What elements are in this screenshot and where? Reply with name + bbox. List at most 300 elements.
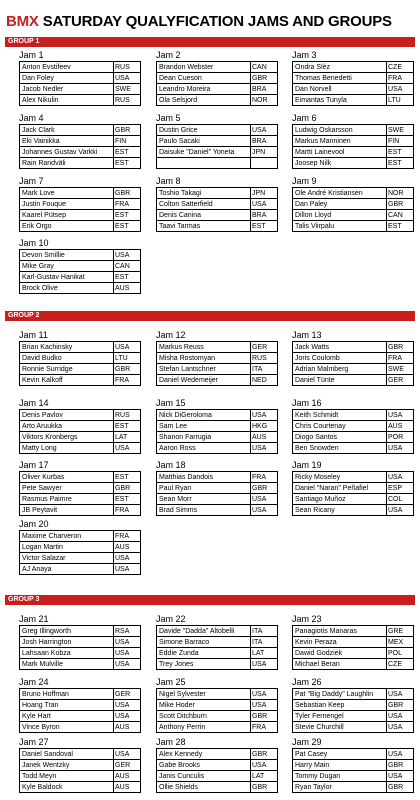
rider-name: Mike Hoder (157, 700, 251, 711)
rider-country: AUS (114, 542, 141, 553)
rider-country: EST (387, 147, 414, 158)
rider-name: Nick DiGeroloma (157, 410, 251, 421)
rider-name: Eddie Zunda (157, 648, 251, 659)
jam-title: Jam 26 (292, 677, 322, 687)
rider-name: Gabe Brooks (157, 760, 251, 771)
jam-block (19, 176, 140, 232)
rider-country: LAT (251, 771, 278, 782)
rider-country: BRA (251, 84, 278, 95)
rider-country: GER (251, 342, 278, 353)
rider-country: CAN (387, 210, 414, 221)
jam-title: Jam 29 (292, 737, 322, 747)
rider-name: Joris Coulomb (293, 353, 387, 364)
rider-country: POR (387, 432, 414, 443)
rider-name: Sebastian Keep (293, 700, 387, 711)
rider-name: Colton Satterfield (157, 199, 251, 210)
rider-country: GBR (251, 73, 278, 84)
rider-name: Anthony Perrin (157, 722, 251, 733)
rider-row (157, 494, 278, 505)
rider-name: Ludwig Oskarsson (293, 125, 387, 136)
rider-row (157, 125, 278, 136)
jam-title: Jam 7 (19, 176, 44, 186)
jam-block (156, 330, 277, 386)
rider-country: USA (387, 689, 414, 700)
rider-table (156, 748, 278, 793)
rider-name: Brandon Webster (157, 62, 251, 73)
rider-country: EST (114, 210, 141, 221)
jam-block (156, 677, 277, 733)
jam-title: Jam 28 (156, 737, 186, 747)
rider-row (293, 689, 414, 700)
jam-title: Jam 27 (19, 737, 49, 747)
rider-row (20, 125, 141, 136)
jam-title: Jam 11 (19, 330, 48, 340)
rider-row (157, 188, 278, 199)
jam-block (156, 398, 277, 454)
rider-name: Ricky Moseley (293, 472, 387, 483)
jam-title: Jam 13 (292, 330, 322, 340)
rider-name: Denis Canina (157, 210, 251, 221)
rider-row (157, 637, 278, 648)
rider-name: Stevie Churchill (293, 722, 387, 733)
rider-row (20, 542, 141, 553)
rider-country: USA (251, 689, 278, 700)
rider-row (293, 221, 414, 232)
rider-name: Kevin Peraza (293, 637, 387, 648)
rider-name: Lahsaan Kobza (20, 648, 114, 659)
rider-country: RSA (114, 626, 141, 637)
rider-row (157, 432, 278, 443)
rider-name: Martti Lainevool (293, 147, 387, 158)
rider-table (292, 409, 414, 454)
rider-country: USA (251, 494, 278, 505)
rider-name: Chris Courtenay (293, 421, 387, 432)
rider-row (20, 364, 141, 375)
rider-row (20, 553, 141, 564)
rider-row (20, 722, 141, 733)
rider-country: EST (114, 272, 141, 283)
rider-row (20, 564, 141, 575)
rider-table (156, 61, 278, 106)
rider-country: USA (114, 700, 141, 711)
rider-name: Jacob Nedler (20, 84, 114, 95)
rider-country: ITA (251, 364, 278, 375)
rider-table (19, 409, 141, 454)
rider-country: GBR (387, 782, 414, 793)
rider-row (20, 342, 141, 353)
rider-country: FRA (114, 531, 141, 542)
rider-name: Arto Aruukka (20, 421, 114, 432)
jam-block (292, 460, 413, 516)
rider-row (157, 221, 278, 232)
rider-country: GER (387, 375, 414, 386)
rider-country: CAN (251, 62, 278, 73)
jam-title: Jam 23 (292, 614, 322, 624)
rider-country: USA (114, 443, 141, 454)
rider-row (20, 760, 141, 771)
rider-country: GER (114, 760, 141, 771)
jam-block (292, 677, 413, 733)
rider-row (20, 136, 141, 147)
rider-country: FIN (387, 136, 414, 147)
group-header (5, 595, 415, 605)
rider-row (293, 410, 414, 421)
rider-country: LTU (114, 353, 141, 364)
rider-country: FRA (114, 199, 141, 210)
rider-row (157, 147, 278, 158)
rider-name: Paulo Sacaki (157, 136, 251, 147)
rider-name: Kaarel Pütsep (20, 210, 114, 221)
rider-name: Daniel Wedemeijer (157, 375, 251, 386)
rider-name: Nigel Sylvester (157, 689, 251, 700)
rider-table (156, 341, 278, 386)
rider-country: USA (387, 722, 414, 733)
rider-name: Sean Ricany (293, 505, 387, 516)
rider-row (20, 84, 141, 95)
rider-name: Thomas Benedetti (293, 73, 387, 84)
rider-name: Viktors Kronbergs (20, 432, 114, 443)
rider-row (293, 62, 414, 73)
rider-row (20, 147, 141, 158)
rider-row (157, 421, 278, 432)
rider-row (20, 95, 141, 106)
rider-row (157, 84, 278, 95)
rider-row (20, 158, 141, 169)
rider-name: Brian Kachinsky (20, 342, 114, 353)
rider-row (157, 782, 278, 793)
rider-name: Matty Long (20, 443, 114, 454)
rider-table (156, 124, 278, 169)
rider-name: Vince Byron (20, 722, 114, 733)
rider-row (20, 188, 141, 199)
rider-name: Ondra Sléz (293, 62, 387, 73)
rider-row (20, 62, 141, 73)
rider-row (157, 375, 278, 386)
rider-country: ITA (251, 637, 278, 648)
rider-country: GBR (251, 483, 278, 494)
rider-row (157, 353, 278, 364)
rider-country: USA (251, 443, 278, 454)
rider-country: USA (387, 84, 414, 95)
rider-name: Mike Gray (20, 261, 114, 272)
rider-row (20, 782, 141, 793)
rider-name: Erik Orgo (20, 221, 114, 232)
rider-name: Maxime Charveron (20, 531, 114, 542)
jam-block (19, 614, 140, 670)
rider-name: Johannes Gustav Varkki (20, 147, 114, 158)
rider-name: Daniel Tünte (293, 375, 387, 386)
rider-row (293, 771, 414, 782)
rider-country: CAN (114, 261, 141, 272)
rider-country: USA (251, 700, 278, 711)
rider-row (157, 648, 278, 659)
jam-title: Jam 22 (156, 614, 186, 624)
rider-country (251, 158, 278, 169)
rider-name: Ronnie Surridge (20, 364, 114, 375)
rider-name: Oliver Kurbas (20, 472, 114, 483)
rider-name: Eki Vainikka (20, 136, 114, 147)
rider-country: USA (251, 505, 278, 516)
rider-row (20, 648, 141, 659)
rider-table (292, 471, 414, 516)
rider-name: Talis Viirpalu (293, 221, 387, 232)
rider-name: Diogo Santos (293, 432, 387, 443)
rider-table (19, 124, 141, 169)
rider-name: Paul Ryan (157, 483, 251, 494)
rider-row (20, 221, 141, 232)
rider-country: EST (114, 221, 141, 232)
rider-name: Sam Lee (157, 421, 251, 432)
rider-name: Santiago Muñoz (293, 494, 387, 505)
rider-country: USA (251, 760, 278, 771)
jam-title: Jam 14 (19, 398, 49, 408)
rider-country: EST (114, 147, 141, 158)
jam-title: Jam 10 (19, 238, 49, 248)
jam-title: Jam 12 (156, 330, 186, 340)
group-label: GROUP 2 (8, 312, 40, 319)
rider-name: Joosep Nilk (293, 158, 387, 169)
rider-table (19, 471, 141, 516)
jam-block (292, 50, 413, 106)
rider-name: Tommy Dugan (293, 771, 387, 782)
rider-country: FIN (114, 136, 141, 147)
rider-table (19, 61, 141, 106)
jam-title: Jam 6 (292, 113, 317, 123)
rider-country: USA (114, 659, 141, 670)
rider-country: JPN (251, 188, 278, 199)
group-header (5, 311, 415, 321)
rider-row (157, 199, 278, 210)
rider-name: Trey Jones (157, 659, 251, 670)
rider-row (20, 199, 141, 210)
rider-country: USA (114, 637, 141, 648)
rider-name: Kyle Hart (20, 711, 114, 722)
rider-row (293, 505, 414, 516)
rider-name: AJ Anaya (20, 564, 114, 575)
rider-name: Mark Mulville (20, 659, 114, 670)
rider-row (20, 410, 141, 421)
rider-name: Davide "Dadda" Altobelli (157, 626, 251, 637)
rider-row (293, 95, 414, 106)
rider-row (157, 689, 278, 700)
jam-block (19, 519, 140, 575)
rider-name: Bruno Hoffman (20, 689, 114, 700)
rider-table (292, 61, 414, 106)
rider-row (293, 648, 414, 659)
rider-country: SWE (387, 364, 414, 375)
jam-block (156, 614, 277, 670)
rider-name: Sean Morr (157, 494, 251, 505)
jam-block (156, 50, 277, 106)
rider-country: AUS (387, 421, 414, 432)
rider-name: Alex Kennedy (157, 749, 251, 760)
rider-row (157, 722, 278, 733)
rider-name: Ollie Shields (157, 782, 251, 793)
rider-country: EST (387, 221, 414, 232)
rider-name: Rain Randväli (20, 158, 114, 169)
jam-title: Jam 8 (156, 176, 181, 186)
rider-country: RUS (114, 410, 141, 421)
rider-country: ITA (251, 626, 278, 637)
jam-title: Jam 9 (292, 176, 317, 186)
rider-name (157, 158, 251, 169)
rider-name: Markus Manninen (293, 136, 387, 147)
rider-country: GBR (251, 749, 278, 760)
rider-row (293, 443, 414, 454)
rider-country: GBR (387, 700, 414, 711)
rider-country: GRE (387, 626, 414, 637)
jam-title: Jam 1 (19, 50, 44, 60)
rider-country: USA (387, 771, 414, 782)
rider-country: GBR (114, 125, 141, 136)
rider-row (20, 210, 141, 221)
rider-table (292, 341, 414, 386)
rider-table (19, 688, 141, 733)
rider-table (156, 625, 278, 670)
rider-row (20, 421, 141, 432)
rider-country: USA (114, 648, 141, 659)
rider-name: Justin Fouque (20, 199, 114, 210)
rider-name: Dustin Grice (157, 125, 251, 136)
rider-country: BRA (251, 210, 278, 221)
rider-country: FRA (251, 722, 278, 733)
rider-name: JB Peytavit (20, 505, 114, 516)
jam-block (292, 113, 413, 169)
rider-name: Logan Martin (20, 542, 114, 553)
rider-row (20, 637, 141, 648)
rider-name: Panagiotis Manaras (293, 626, 387, 637)
rider-row (20, 483, 141, 494)
rider-country: HKG (251, 421, 278, 432)
rider-name: Dillon Lloyd (293, 210, 387, 221)
rider-row (20, 626, 141, 637)
rider-country: COL (387, 494, 414, 505)
rider-table (292, 187, 414, 232)
rider-row (293, 375, 414, 386)
rider-row (157, 410, 278, 421)
rider-country: FRA (387, 73, 414, 84)
group-label: GROUP 1 (8, 38, 40, 45)
rider-table (19, 748, 141, 793)
rider-row (293, 432, 414, 443)
rider-country: MEX (387, 637, 414, 648)
rider-row (293, 188, 414, 199)
rider-country: FRA (251, 472, 278, 483)
rider-row (293, 472, 414, 483)
rider-name: Denis Pavlov (20, 410, 114, 421)
rider-name: Anton Evstifeev (20, 62, 114, 73)
rider-row (20, 689, 141, 700)
rider-table (19, 625, 141, 670)
jam-title: Jam 21 (19, 614, 49, 624)
jam-block (292, 614, 413, 670)
rider-name: Janis Cunculis (157, 771, 251, 782)
rider-country: GBR (114, 364, 141, 375)
rider-row (157, 136, 278, 147)
rider-row (157, 771, 278, 782)
rider-table (156, 187, 278, 232)
rider-row (293, 125, 414, 136)
rider-table (19, 341, 141, 386)
rider-name: Pat "Big Daddy" Laughlin (293, 689, 387, 700)
rider-row (293, 659, 414, 670)
rider-row (157, 443, 278, 454)
rider-name: Greg Illingworth (20, 626, 114, 637)
rider-row (20, 73, 141, 84)
rider-table (156, 471, 278, 516)
rider-row (20, 375, 141, 386)
rider-row (293, 626, 414, 637)
rider-name: Dan Paley (293, 199, 387, 210)
rider-row (157, 342, 278, 353)
rider-name: Markus Reuss (157, 342, 251, 353)
rider-name: Todd Meyn (20, 771, 114, 782)
rider-row (293, 210, 414, 221)
rider-name: Mark Love (20, 188, 114, 199)
page-title (6, 13, 392, 30)
rider-name: Dean Cueson (157, 73, 251, 84)
rider-name: Leandro Moreira (157, 84, 251, 95)
rider-country: EST (114, 421, 141, 432)
rider-row (157, 749, 278, 760)
rider-row (293, 494, 414, 505)
jam-block (156, 460, 277, 516)
rider-country: JPN (251, 147, 278, 158)
rider-row (20, 283, 141, 294)
rider-row (157, 95, 278, 106)
rider-row (157, 505, 278, 516)
rider-country: AUS (114, 283, 141, 294)
rider-name: Ole André Kristiansen (293, 188, 387, 199)
rider-country: EST (387, 158, 414, 169)
rider-name: Harry Main (293, 760, 387, 771)
rider-name: Ola Selsjord (157, 95, 251, 106)
rider-row (293, 483, 414, 494)
rider-country: POL (387, 648, 414, 659)
rider-country: LTU (387, 95, 414, 106)
rider-country: GBR (387, 199, 414, 210)
rider-country: AUS (251, 432, 278, 443)
rider-row (293, 136, 414, 147)
rider-country: AUS (114, 771, 141, 782)
rider-country: AUS (114, 782, 141, 793)
rider-row (20, 659, 141, 670)
rider-table (292, 748, 414, 793)
rider-row (20, 443, 141, 454)
rider-name: Ben Snowden (293, 443, 387, 454)
rider-name: Pete Sawyer (20, 483, 114, 494)
rider-country: USA (387, 505, 414, 516)
rider-name: Simone Barraco (157, 637, 251, 648)
jam-block (292, 398, 413, 454)
rider-country: GBR (251, 782, 278, 793)
rider-name: Dan Norvell (293, 84, 387, 95)
jam-block (19, 398, 140, 454)
rider-name: Taavi Tarmas (157, 221, 251, 232)
rider-row (293, 364, 414, 375)
rider-country: BRA (251, 136, 278, 147)
rider-country: CZE (387, 62, 414, 73)
rider-country: ESP (387, 483, 414, 494)
rider-name: Rasmus Paimre (20, 494, 114, 505)
jam-title: Jam 3 (292, 50, 317, 60)
rider-row (157, 158, 278, 169)
rider-row (293, 711, 414, 722)
rider-name: Aaron Ross (157, 443, 251, 454)
rider-country: NED (251, 375, 278, 386)
group-header (5, 37, 415, 47)
rider-country: GBR (387, 760, 414, 771)
